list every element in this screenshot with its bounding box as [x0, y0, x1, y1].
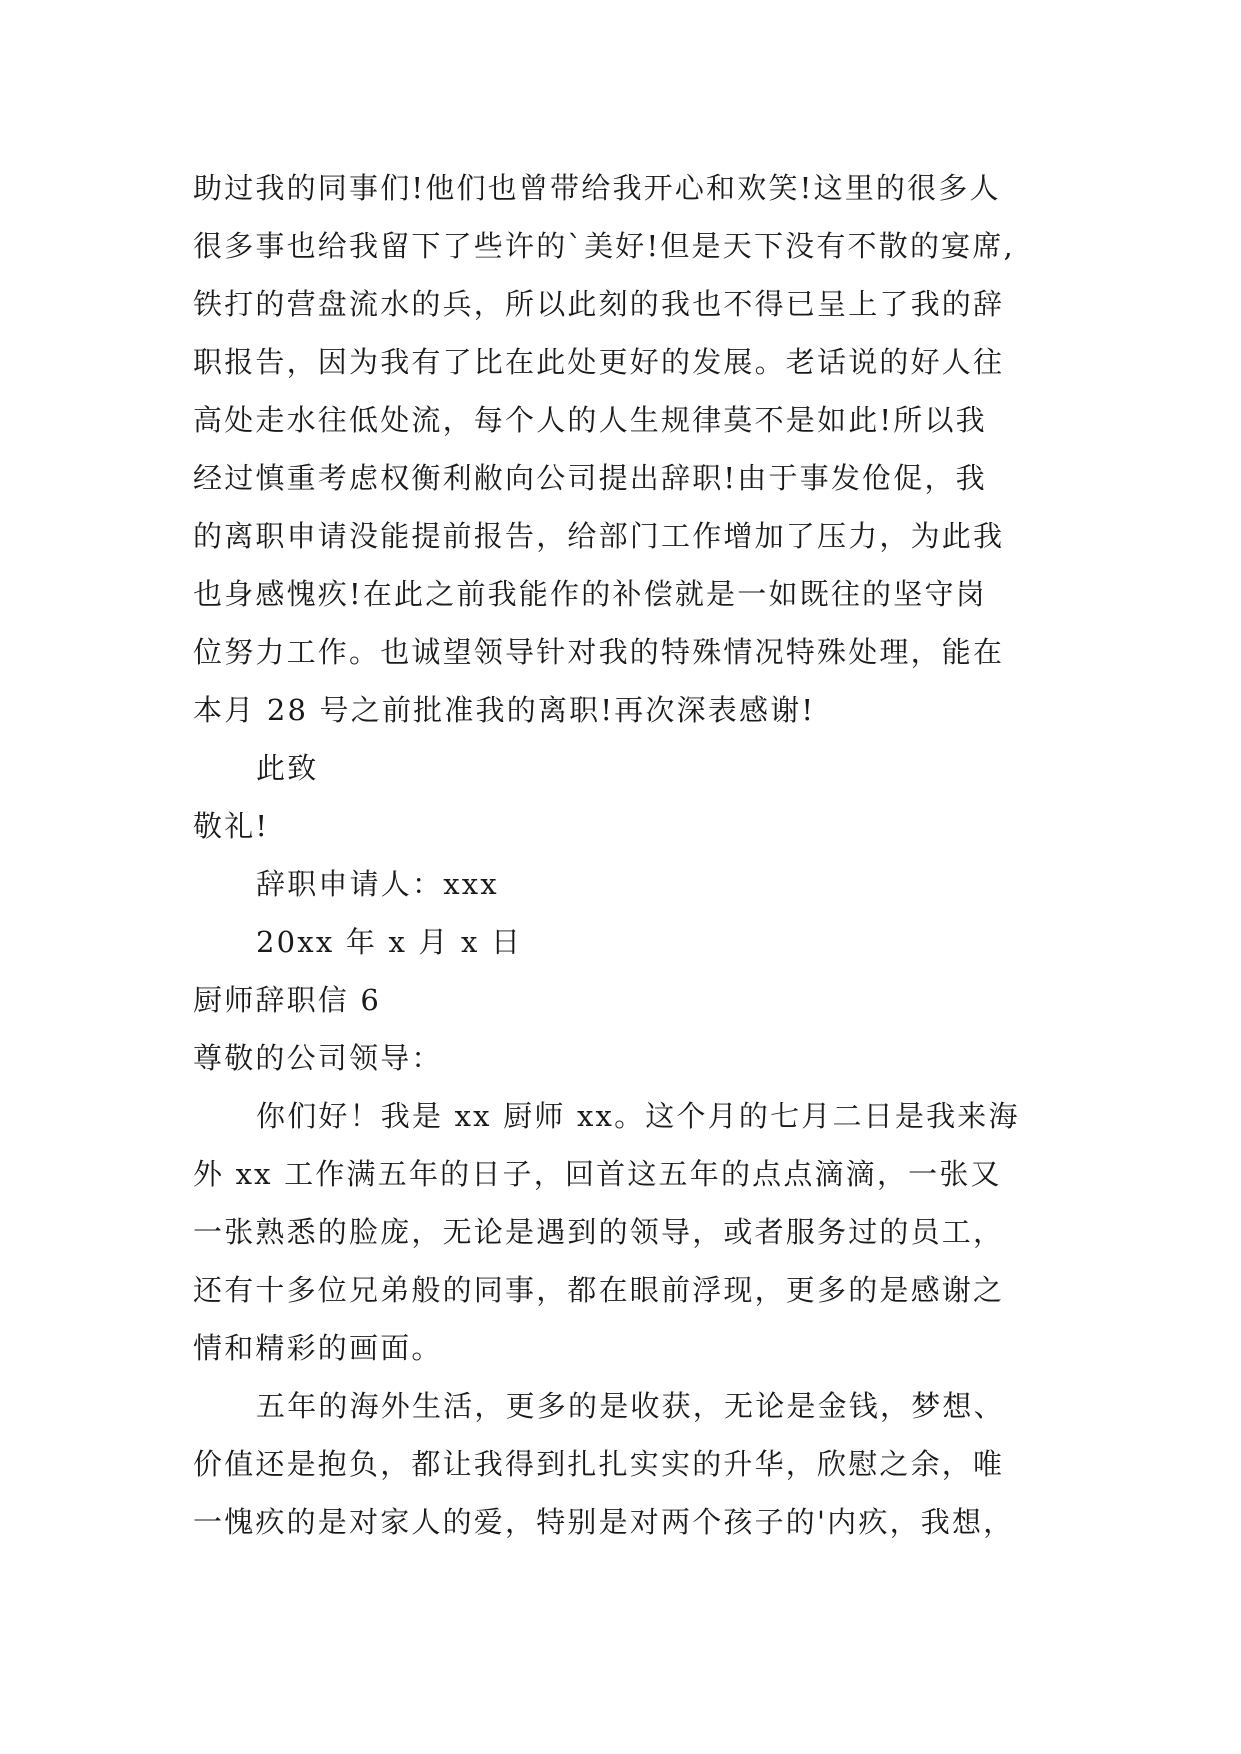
text-line: 铁打的营盘流水的兵，所以此刻的我也不得已呈上了我的辞 [193, 287, 1005, 321]
text-line: 高处走水往低处流，每个人的人生规律莫不是如此!所以我 [193, 403, 987, 437]
text-line: 五年的海外生活，更多的是收获，无论是金钱，梦想、 [256, 1389, 1005, 1423]
text-line: 情和精彩的画面。 [193, 1331, 443, 1365]
text-line: 外 xx 工作满五年的日子，回首这五年的点点滴滴，一张又 [193, 1157, 1002, 1191]
text-line: 你们好！我是 xx 厨师 xx。这个月的七月二日是我来海 [256, 1099, 1020, 1133]
text-line: 经过慎重考虑权衡利敝向公司提出辞职!由于事发伧促，我 [193, 461, 987, 495]
letter-greeting: 尊敬的公司领导： [193, 1041, 443, 1075]
closing-regards: 敬礼! [193, 809, 270, 843]
text-line: 一张熟悉的脸庞，无论是遇到的领导，或者服务过的员工， [193, 1215, 1005, 1249]
text-line: 价值还是抱负，都让我得到扎扎实实的升华，欣慰之余，唯 [193, 1447, 1005, 1481]
text-line: 很多事也给我留下了些许的`美好!但是天下没有不散的宴席, [193, 229, 1015, 263]
text-line: 位努力工作。也诚望领导针对我的特殊情况特殊处理，能在 [193, 635, 1005, 669]
text-line: 助过我的同事们!他们也曾带给我开心和欢笑!这里的很多人 [193, 171, 1001, 205]
text-line: 一愧疚的是对家人的爱，特别是对两个孩子的'内疚，我想， [193, 1505, 1015, 1539]
signature-applicant: 辞职申请人：xxx [256, 867, 499, 901]
text-line: 本月 28 号之前批准我的离职!再次深表感谢! [193, 693, 816, 727]
closing-salutation: 此致 [256, 751, 319, 785]
text-line: 还有十多位兄弟般的同事，都在眼前浮现，更多的是感谢之 [193, 1273, 1005, 1307]
text-line: 职报告，因为我有了比在此处更好的发展。老话说的好人往 [193, 345, 1005, 379]
section-heading: 厨师辞职信 6 [193, 983, 382, 1017]
signature-date: 20xx 年 x 月 x 日 [256, 925, 523, 959]
text-line: 也身感愧疚!在此之前我能作的补偿就是一如既往的坚守岗 [193, 577, 987, 611]
text-line: 的离职申请没能提前报告，给部门工作增加了压力，为此我 [193, 519, 1005, 553]
